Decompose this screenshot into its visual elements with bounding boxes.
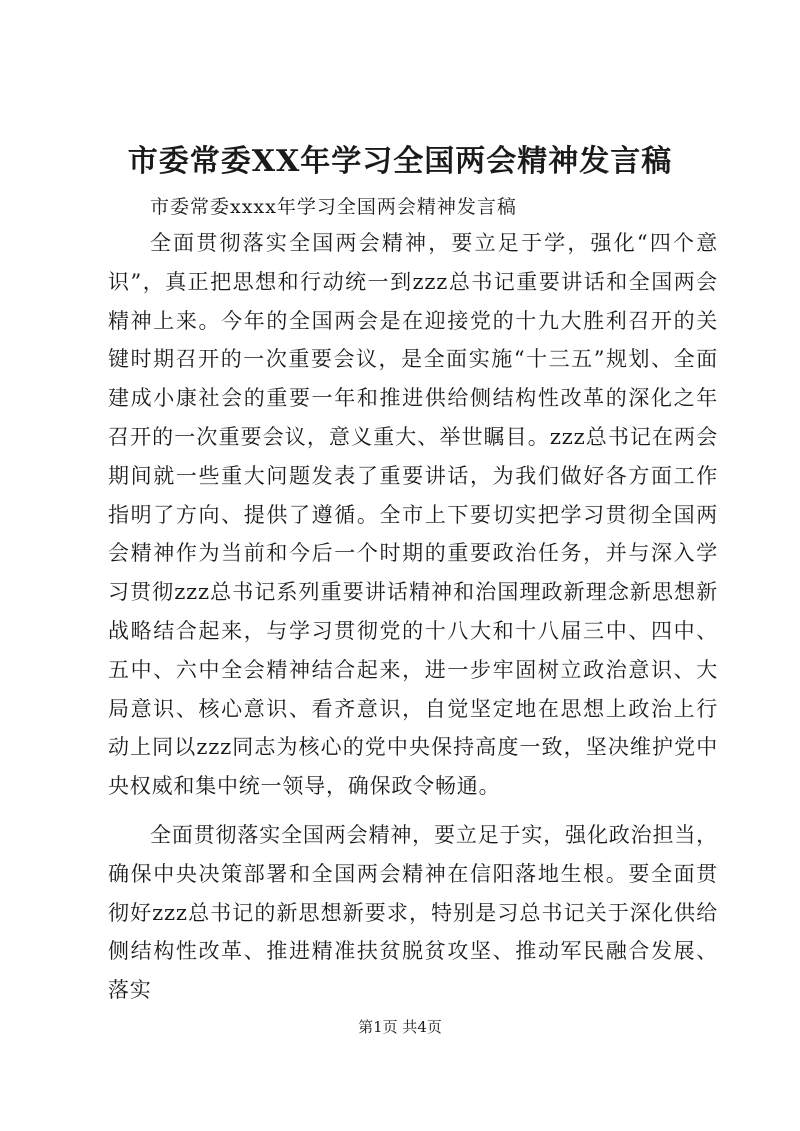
document-title: 市委常委XX年学习全国两会精神发言稿	[127, 144, 673, 179]
page-number: 第1页	[358, 1018, 398, 1036]
paragraph: 全面贯彻落实全国两会精神，要立足于学，强化“四个意识”，真正把思想和行动统一到zzz总书记重要讲话和全国两会精神上来。今年的全国两会是在迎接党的十九大胜利召开的关键时期召开的一次重要会议，是全面实施“十三五”规划、全面建成小康社会的重要一年和推进供给侧结构性改革的深化之年召开的一次重要会议，意义重大、举世瞩目。zzz总书记在两会期间就一些重大问题发表了重要讲话，为我们做好各方面工作指明了方向、提供了遵循。全市上下要切实把学习贯彻全国两会精神作为当前和今后一个时期的重要政治任务，并与深入学习贯彻zzz总书记系列重要讲话精神和治国理政新理念新思想新战略结合起来，与学习贯彻党的十八大和十八届三中、四中、五中、六中全会精神结合起来，进一步牢固树立政治意识、大局意识、核心意识、看齐意识，自觉坚定地在思想上政治上行动上同以zzz同志为核心的党中央保持高度一致，坚决维护党中央权威和集中统一领导，确保政令畅通。	[108, 231, 718, 799]
page-footer	[0, 1016, 800, 1038]
paragraph: 全面贯彻落实全国两会精神，要立足于实，强化政治担当，确保中央决策部署和全国两会精神在信阳落地生根。要全面贯彻好zzz总书记的新思想新要求，特别是习总书记关于深化供给侧结构性改革、推进精准扶贫脱贫攻坚、推动军民融合发展、落实	[108, 822, 718, 1003]
document-subtitle: 市委常委xxxx年学习全国两会精神发言稿	[150, 196, 517, 218]
document-body	[108, 224, 718, 1010]
page-total: 共4页	[402, 1018, 442, 1036]
